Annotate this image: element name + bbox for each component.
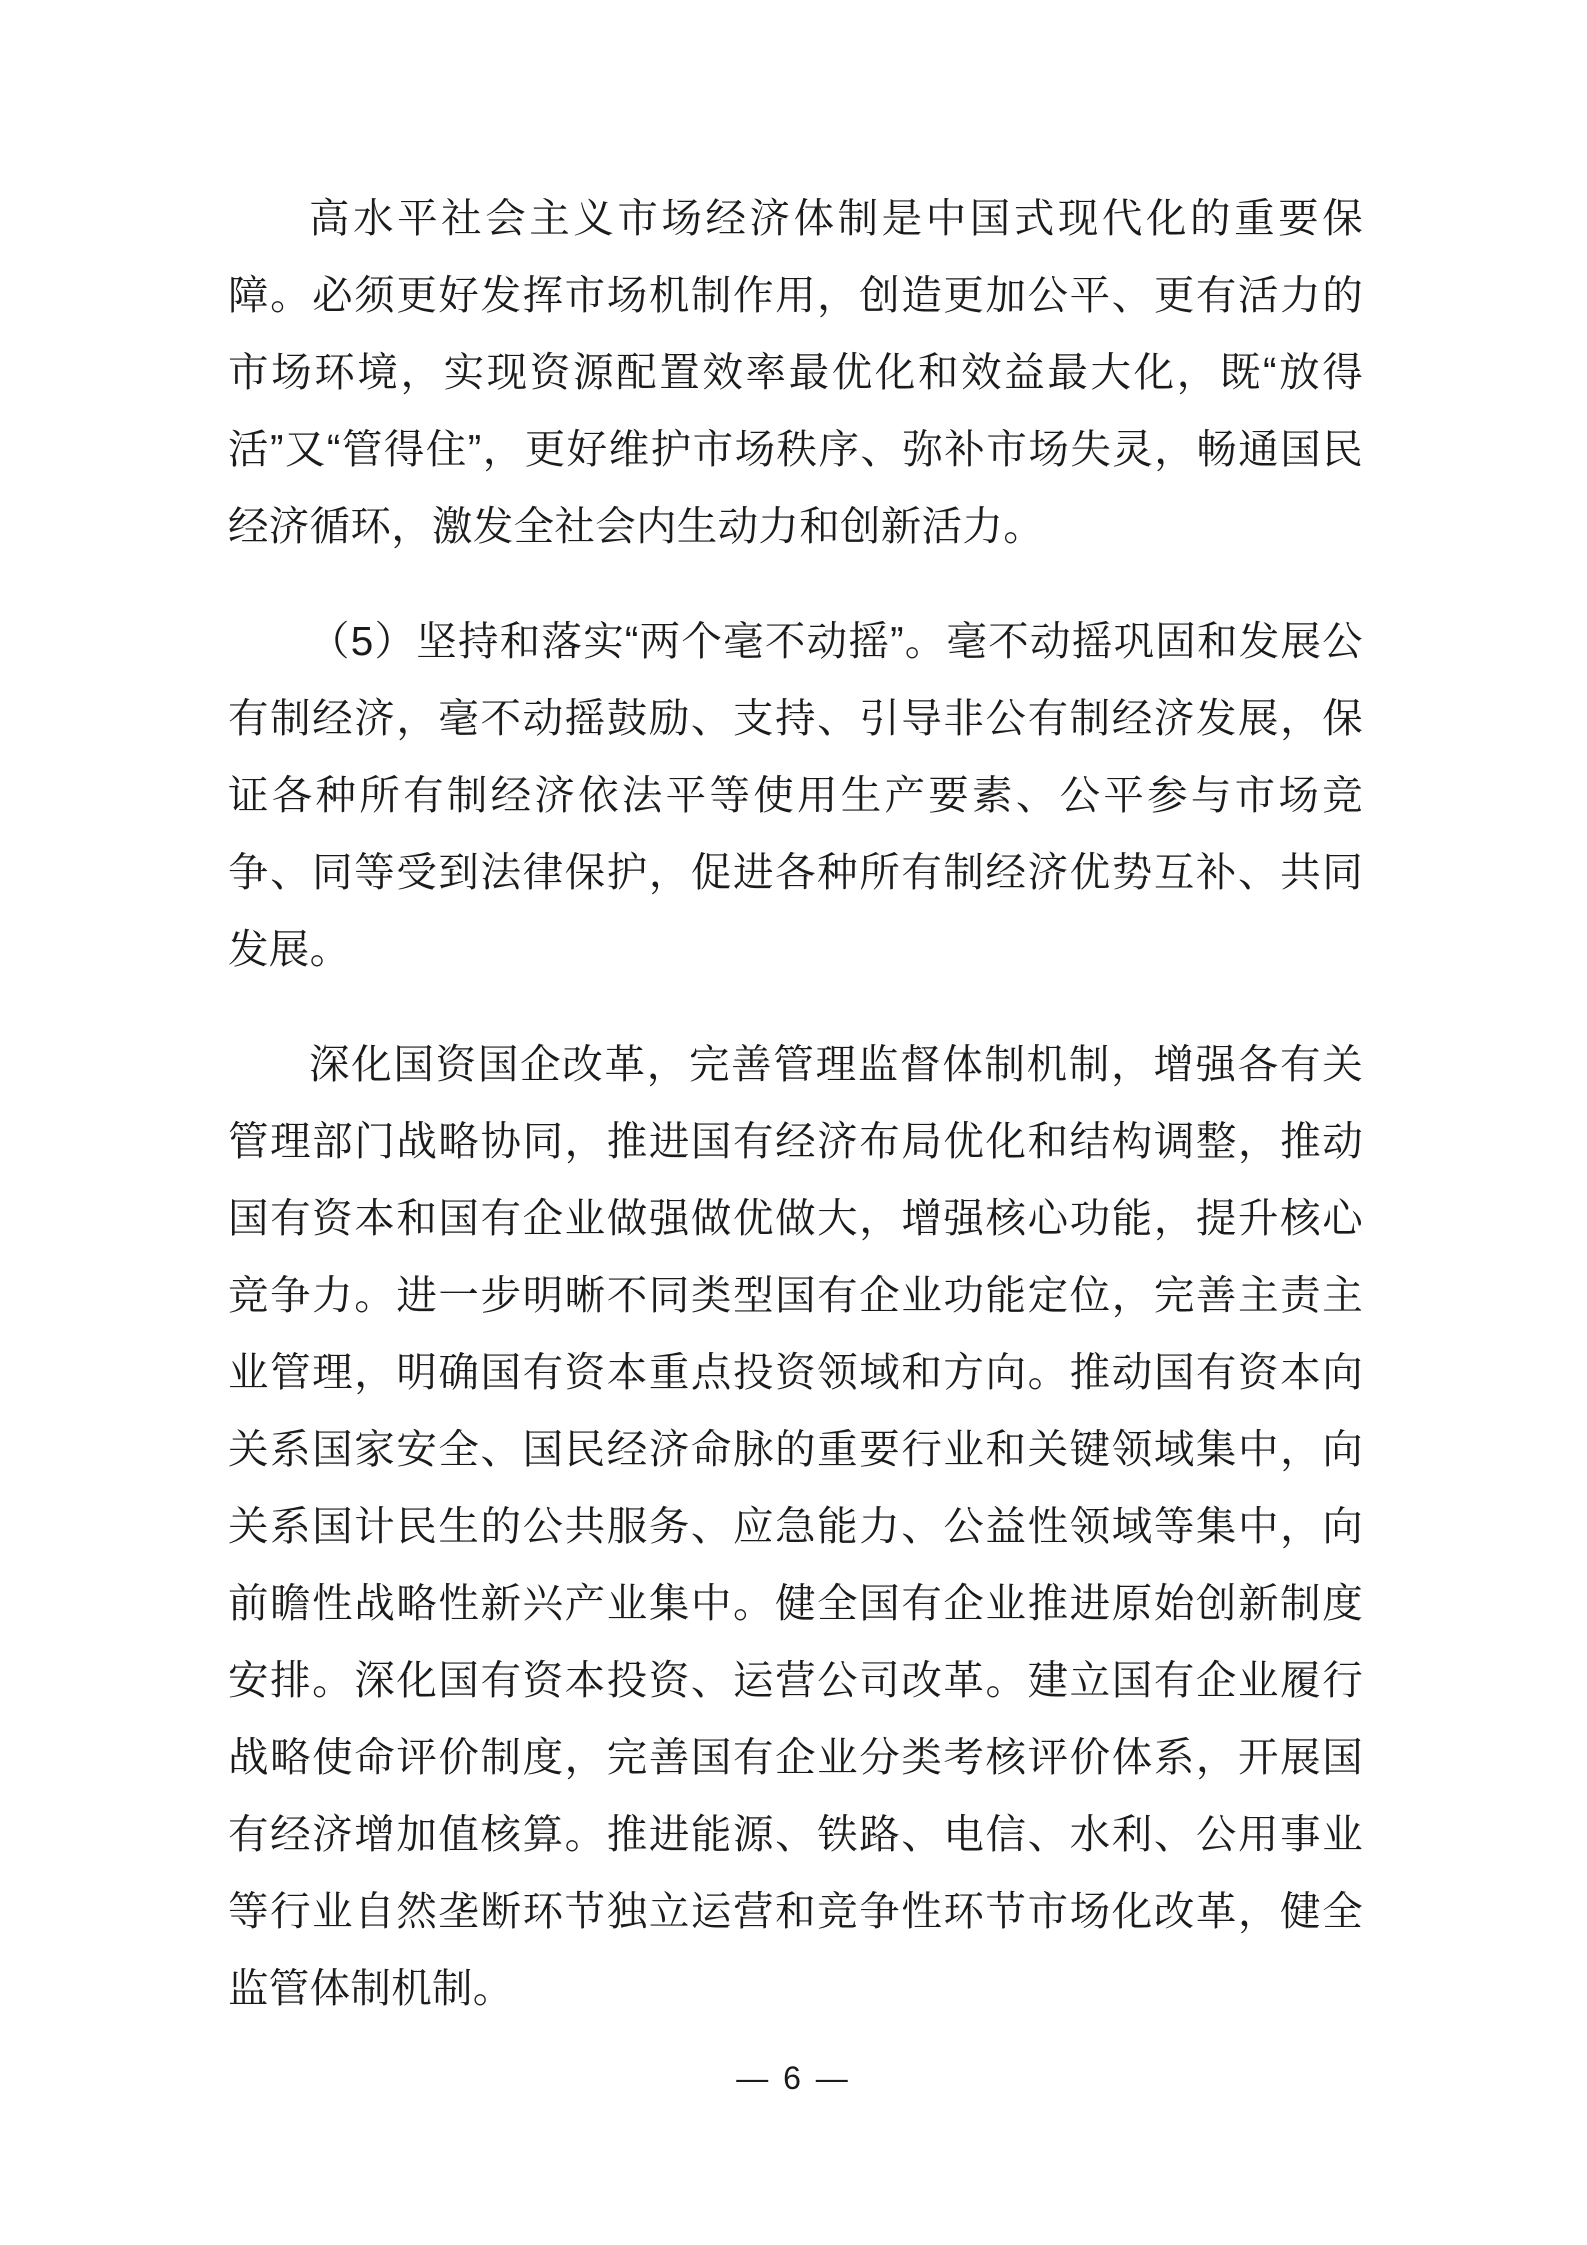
page-number: — 6 —: [736, 2060, 851, 2096]
paragraph: 高水平社会主义市场经济体制是中国式现代化的重要保障。必须更好发挥市场机制作用，创造更加公平、更有活力的市场环境，实现资源配置效率最优化和效益最大化，既“放得活”又“管得住”，更好维护市场秩序、弥补市场失灵，畅通国民经济循环，激发全社会内生动力和创新活力。: [228, 195, 1363, 549]
paragraph: （5）坚持和落实“两个毫不动摇”。毫不动摇巩固和发展公有制经济，毫不动摇鼓励、支持、引导非公有制经济发展，保证各种所有制经济依法平等使用生产要素、公平参与市场竞争、同等受到法律保护，促进各种所有制经济优势互补、共同发展。: [228, 618, 1363, 972]
paragraph: 深化国资国企改革，完善管理监督体制机制，增强各有关管理部门战略协同，推进国有经济布局优化和结构调整，推动国有资本和国有企业做强做优做大，增强核心功能，提升核心竞争力。进一步明晰不同类型国有企业功能定位，完善主责主业管理，明确国有资本重点投资领域和方向。推动国有资本向关系国家安全、国民经济命脉的重要行业和关键领域集中，向关系国计民生的公共服务、应急能力、公益性领域等集中，向前瞻性战略性新兴产业集中。健全国有企业推进原始创新制度安排。深化国有资本投资、运营公司改革。建立国有企业履行战略使命评价制度，完善国有企业分类考核评价体系，开展国有经济增加值核算。推进能源、铁路、电信、水利、公用事业等行业自然垄断环节独立运营和竞争性环节市场化改革，健全监管体制机制。: [228, 1041, 1363, 2011]
page-content: [228, 180, 1363, 2027]
